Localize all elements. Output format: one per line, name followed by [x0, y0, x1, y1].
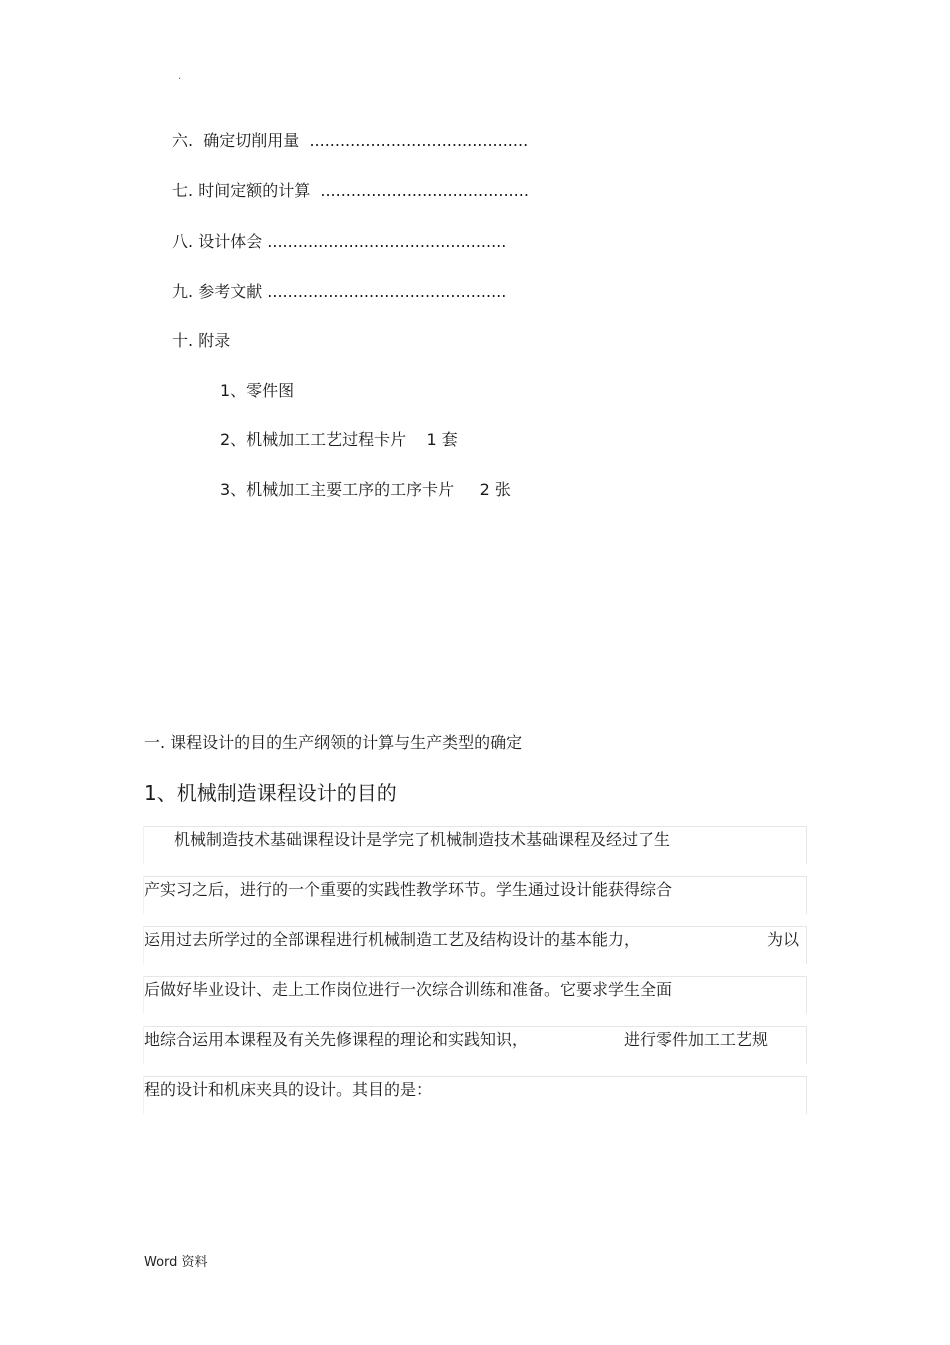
toc-title: 时间定额的计算: [198, 181, 311, 200]
toc-num: 七.: [172, 181, 194, 200]
toc-title: 参考文献: [198, 282, 263, 301]
section-heading: 一. 课程设计的目的生产纲领的计算与生产类型的确定: [144, 733, 523, 752]
paragraph-line-3: 运用过去所学过的全部课程进行机械制造工艺及结构设计的基本能力，: [144, 930, 641, 949]
toc-leader-dots: ...............................................: [267, 232, 507, 251]
paragraph-line-5: 地综合运用本课程及有关先修课程的理论和实践知识，: [144, 1030, 529, 1049]
paragraph-line-2: 产实习之后，进行的一个重要的实践性教学环节。学生通过设计能获得综合: [144, 880, 673, 899]
appendix-label: 3、机械加工主要工序的工序卡片: [220, 480, 455, 499]
page-footer: Word 资料: [144, 1255, 208, 1270]
toc-num: 九.: [172, 282, 194, 301]
appendix-quantity: 1 套: [426, 430, 458, 449]
appendix-item-3: [220, 480, 511, 500]
toc-entry-6: [172, 131, 528, 151]
toc-title: 设计体会: [198, 232, 263, 251]
paragraph-line-1: 机械制造技术基础课程设计是学完了机械制造技术基础课程及经过了生: [174, 830, 671, 849]
appendix-quantity: 2 张: [479, 480, 511, 499]
toc-title: 附录: [198, 331, 231, 350]
appendix-item-1: [220, 381, 294, 401]
appendix-label: 2、机械加工工艺过程卡片: [220, 430, 407, 449]
appendix-item-2: [220, 430, 458, 450]
toc-num: 六.: [172, 131, 194, 150]
toc-num: 十.: [172, 331, 194, 350]
toc-num: 八.: [172, 232, 194, 251]
sub-heading: 1、机械制造课程设计的目的: [144, 781, 397, 805]
paragraph-line-5-tail: 进行零件加工工艺规: [624, 1030, 769, 1049]
toc-entry-7: [172, 181, 529, 201]
toc-leader-dots: ...........................................: [309, 131, 529, 150]
toc-entry-9: [172, 282, 506, 302]
toc-title: 确定切削用量: [203, 131, 300, 150]
paragraph-line-4: 后做好毕业设计、走上工作岗位进行一次综合训练和准备。它要求学生全面: [144, 980, 673, 999]
appendix-label: 1、零件图: [220, 381, 295, 400]
page-mark: ·: [178, 74, 182, 85]
toc-leader-dots: .........................................: [320, 181, 529, 200]
toc-leader-dots: ...............................................: [267, 282, 507, 301]
paragraph-line-3-tail: 为以: [767, 930, 800, 949]
toc-entry-8: [172, 232, 506, 252]
paragraph-line-6: 程的设计和机床夹具的设计。其目的是：: [144, 1080, 433, 1099]
toc-entry-10: [172, 331, 230, 351]
